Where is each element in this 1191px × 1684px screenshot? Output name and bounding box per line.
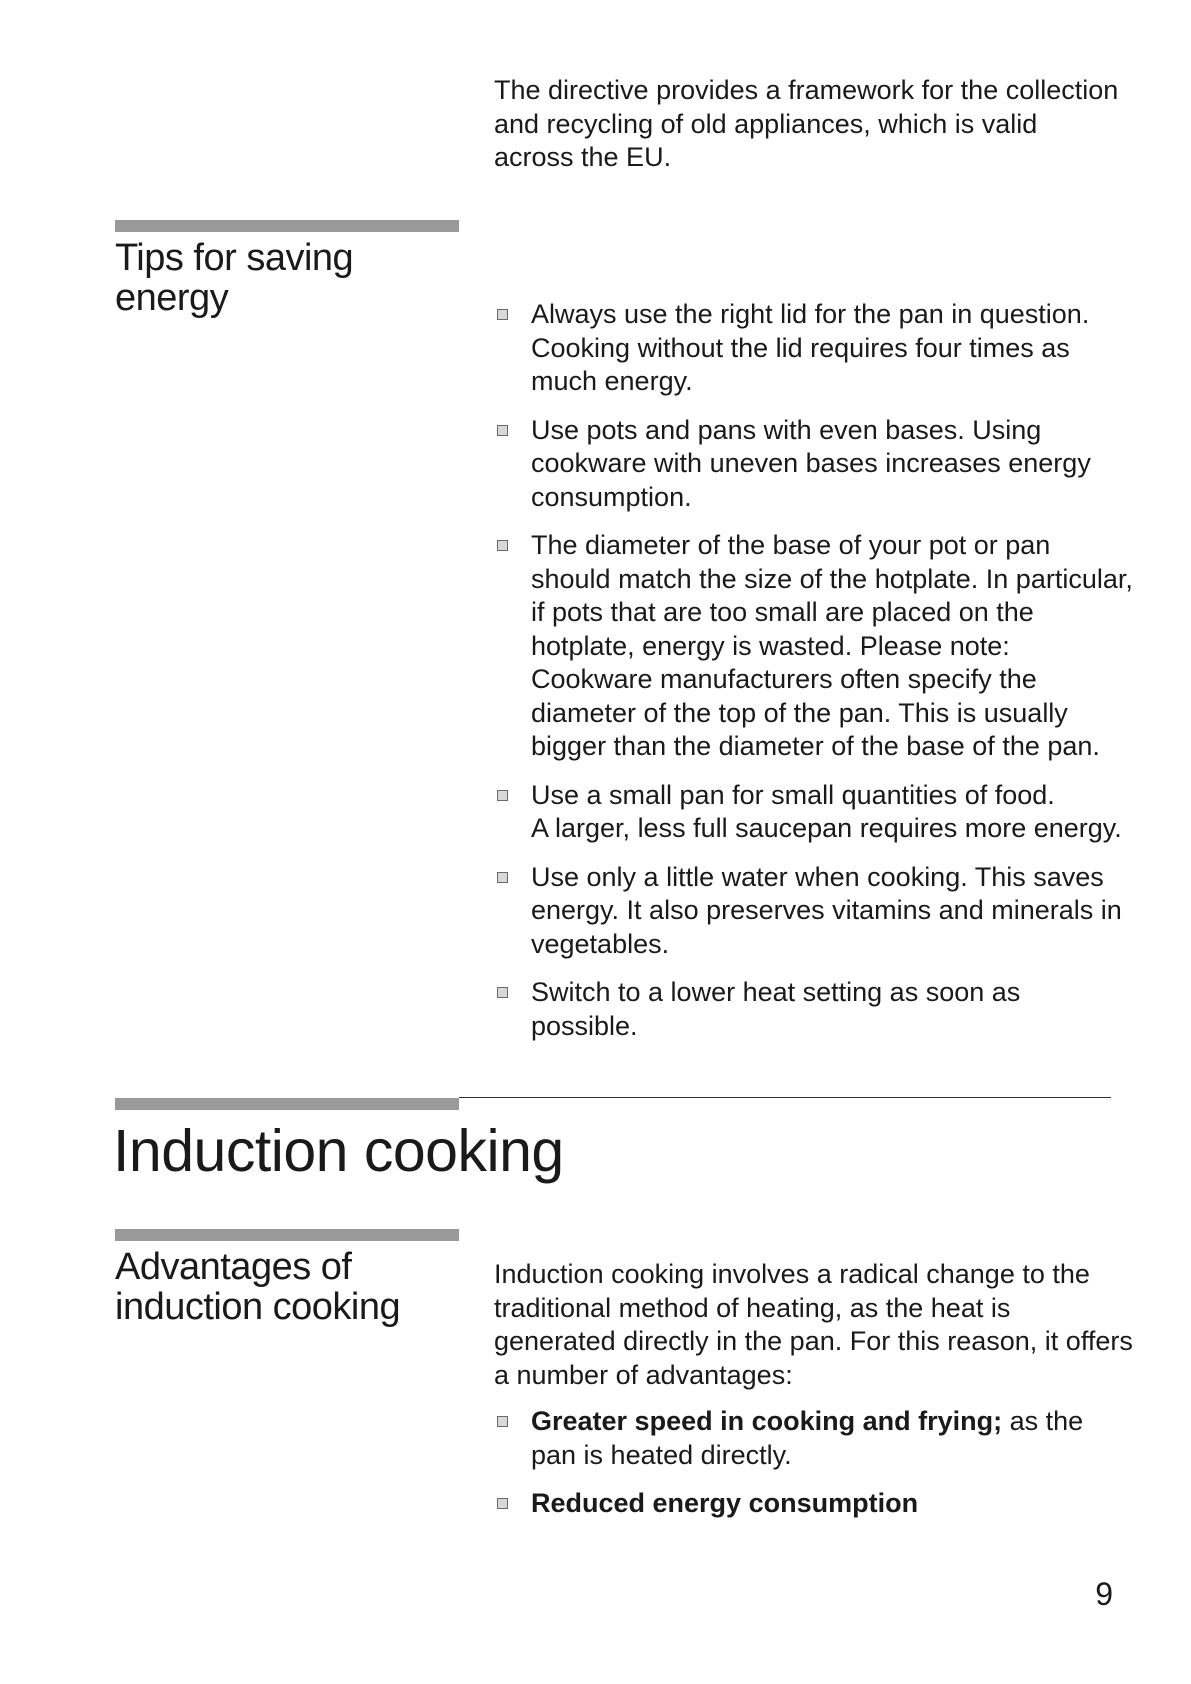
list-item xyxy=(494,976,1134,1043)
square-bullet-icon xyxy=(497,872,508,883)
list-item xyxy=(494,1487,1134,1521)
intro-paragraph: The directive provides a framework for the collection and recycling of old appliances, which is valid across the EU. xyxy=(494,75,1119,172)
list-item xyxy=(494,861,1134,962)
advantages-section-bar xyxy=(115,1229,459,1241)
list-item xyxy=(494,1405,1134,1472)
list-item-text: The diameter of the base of your pot or pan should match the size of the hotplate. In particular, if pots that are too small are placed on the hotplate, energy is wasted. Please note: Cookware manufacturers often specify the diameter of the top of the pan. This is usually bigger than the diameter of the base of the pan. xyxy=(531,530,1133,761)
square-bullet-icon xyxy=(497,987,508,998)
list-item xyxy=(494,414,1134,515)
square-bullet-icon xyxy=(497,1498,508,1509)
section-divider-rule xyxy=(459,1097,1111,1098)
square-bullet-icon xyxy=(497,1416,508,1427)
list-item-bold-text: Greater speed in cooking and frying; xyxy=(531,1406,1003,1436)
list-item-text: as the pan is heated directly. xyxy=(531,1406,1084,1470)
advantages-heading: Advantages of induction cooking xyxy=(115,1246,401,1328)
list-item-text: Always use the right lid for the pan in question. Cooking without the lid requires four times as much energy. xyxy=(531,299,1090,396)
square-bullet-icon xyxy=(497,540,508,551)
tips-section-bar xyxy=(115,220,459,232)
list-item xyxy=(494,529,1134,764)
list-item xyxy=(494,298,1134,399)
induction-paragraph: Induction cooking involves a radical change to the traditional method of heating, as the heat is generated directly in the pan. For this reason, it offers a number of advantages: xyxy=(494,1259,1133,1390)
page-number: 9 xyxy=(1095,1576,1113,1612)
square-bullet-icon xyxy=(497,790,508,801)
tips-heading: Tips for saving energy xyxy=(115,237,354,319)
list-item-text: Use a small pan for small quantities of food. A larger, less full saucepan requires more energy. xyxy=(531,779,1122,843)
list-item-text: Use only a little water when cooking. This saves energy. It also preserves vitamins and minerals in vegetables. xyxy=(531,861,1122,959)
tips-list xyxy=(494,298,1134,1058)
induction-section-bar xyxy=(115,1098,459,1110)
list-item-bold-text: Reduced energy consumption xyxy=(531,1488,919,1518)
square-bullet-icon xyxy=(497,425,508,436)
list-item-text: Use pots and pans with even bases. Using cookware with uneven bases increases energy consumption. xyxy=(531,414,1091,512)
list-item-text: Switch to a lower heat setting as soon as possible. xyxy=(531,977,1021,1041)
advantages-list xyxy=(494,1405,1134,1536)
section-title: Induction cooking xyxy=(113,1118,564,1184)
square-bullet-icon xyxy=(497,309,508,320)
list-item xyxy=(494,779,1134,846)
